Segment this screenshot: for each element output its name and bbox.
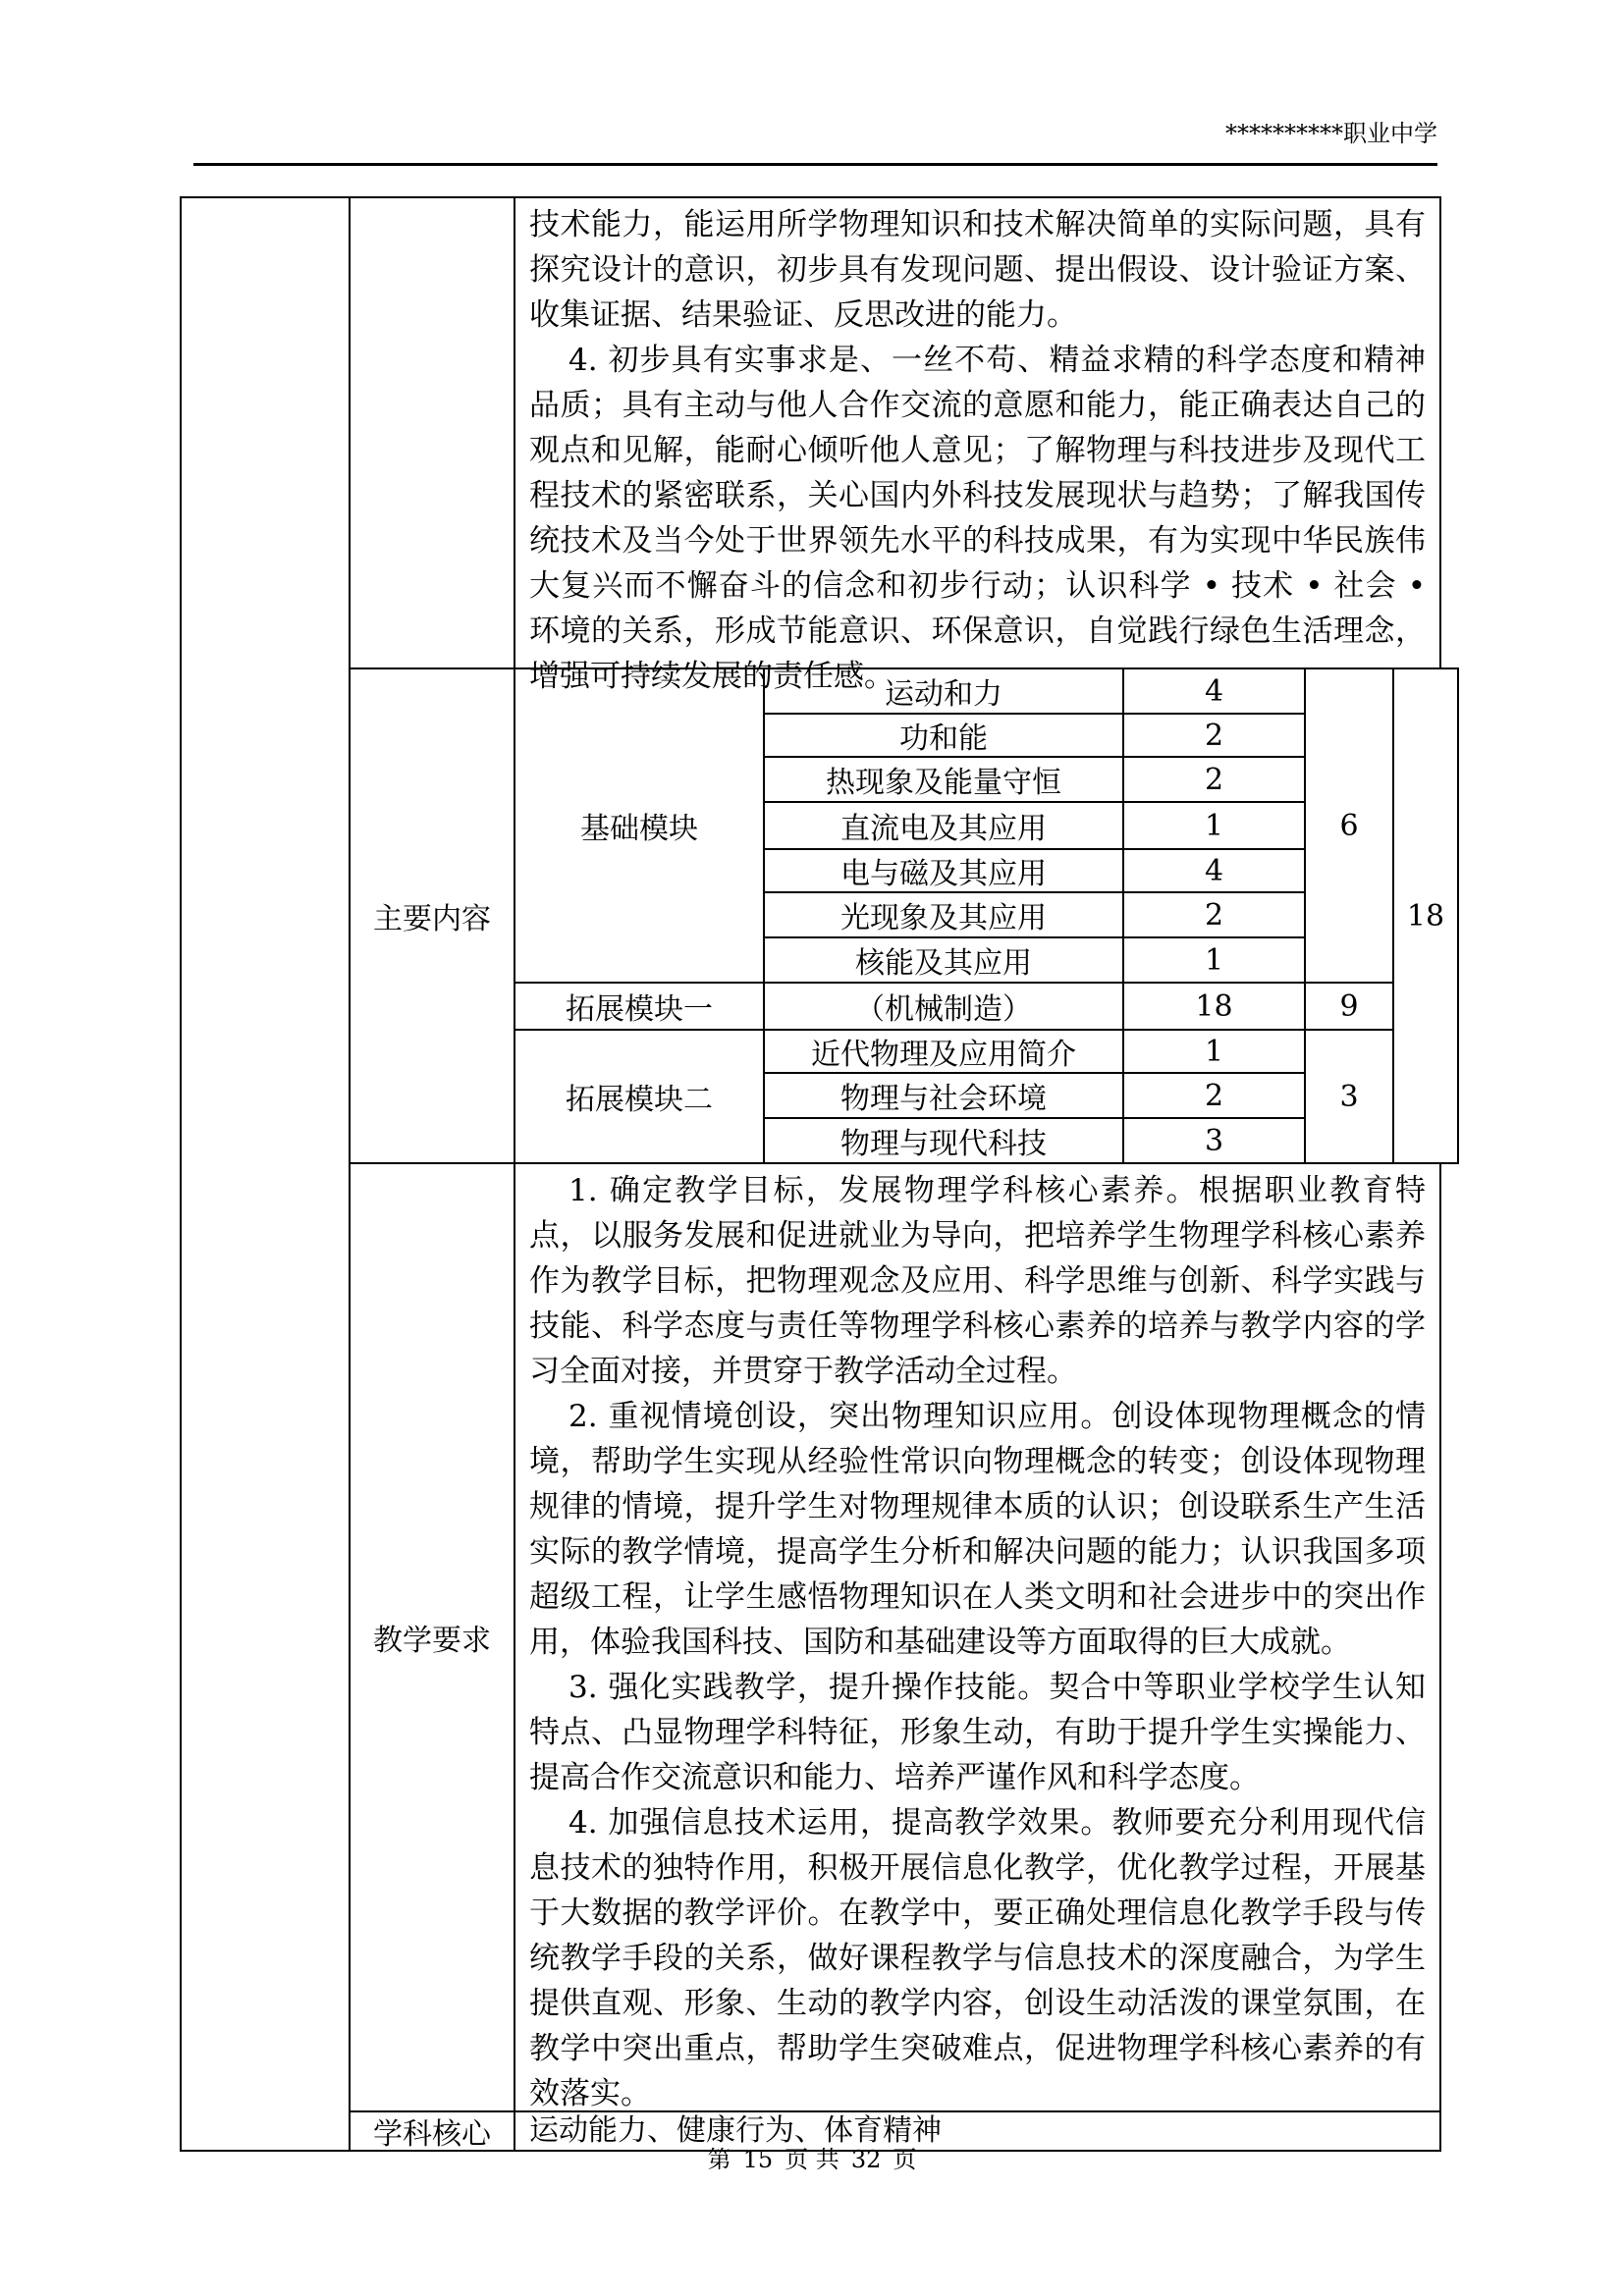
basic-item-hours: 2: [1122, 756, 1306, 803]
footer-total: 32: [850, 2146, 882, 2173]
ext2-item-name: 近代物理及应用简介: [763, 1029, 1124, 1074]
ext1-item-name: （机械制造）: [763, 982, 1124, 1031]
ext1-subtotal: 9: [1304, 982, 1394, 1031]
header-rule: [193, 163, 1437, 166]
core-label: 学科核心: [349, 2110, 515, 2152]
basic-item-hours: 4: [1122, 848, 1306, 893]
teaching-text-cell: [514, 1162, 1441, 2112]
ext2-subtotal: 3: [1304, 1029, 1394, 1164]
teaching-paragraph-1: 1. 确定教学目标，发展物理学科核心素养。根据职业教育特点，以服务发展和促进就业为导向，把培养学生物理学科核心素养作为教学目标，把物理观念及应用、科学思维与创新、科学实践与技能、科学态度与责任等物理学科核心素养的培养与教学内容的学习全面对接，并贯穿于教学活动全过程。: [529, 1173, 1426, 1389]
basic-item-name: 直流电及其应用: [763, 801, 1124, 850]
ext2-item-hours: 3: [1122, 1117, 1306, 1164]
ext1-module-label: 拓展模块一: [514, 982, 765, 1031]
basic-item-hours: 2: [1122, 891, 1306, 938]
outer-col-cell: [180, 196, 351, 2152]
basic-item-name: 电与磁及其应用: [763, 848, 1124, 893]
footer-prefix: 第: [707, 2146, 731, 2173]
label-col-cell-top: [349, 196, 515, 669]
basic-item-name: 运动和力: [763, 667, 1124, 715]
basic-item-name: 核能及其应用: [763, 936, 1124, 984]
teaching-paragraph-4: 4. 加强信息技术运用，提高教学效果。教师要充分利用现代信息技术的独特作用，积极开展信息化教学，优化教学过程，开展基于大数据的教学评价。在教学中，要正确处理信息化教学手段与传统教学手段的关系，做好课程教学与信息技术的深度融合，为学生提供直观、形象、生动的教学内容，创设生动活泼的课堂氛围，在教学中突出重点，帮助学生突破难点，促进物理学科核心素养的有效落实。: [529, 1805, 1426, 2111]
ext2-item-hours: 2: [1122, 1072, 1306, 1119]
basic-item-name: 光现象及其应用: [763, 891, 1124, 938]
ext2-item-name: 物理与现代科技: [763, 1117, 1124, 1164]
ext2-item-hours: 1: [1122, 1029, 1306, 1074]
top-text-cell: [514, 196, 1441, 694]
top-paragraph-2: 4. 初步具有实事求是、一丝不苟、精益求精的科学态度和精神品质；具有主动与他人合作交流的意愿和能力，能正确表达自己的观点和见解，能耐心倾听他人意见；了解物理与科技进步及现代工程技术的紧密联系，关心国内外科技发展现状与趋势；了解我国传统技术及当今处于世界领先水平的科技成果，有为实现中华民族伟大复兴而不懈奋斗的信念和初步行动；认识科学 • 技术 • 社会 • 环境的关系，形成节能意识、环保意识，自觉践行绿色生活理念，增强可持续发展的责任感。: [529, 343, 1426, 694]
ext2-module-label: 拓展模块二: [514, 1029, 765, 1164]
basic-item-hours: 1: [1122, 801, 1306, 850]
ext2-item-name: 物理与社会环境: [763, 1072, 1124, 1119]
page-header-title: **********职业中学: [1225, 120, 1437, 147]
footer-mid: 页 共: [785, 2146, 839, 2173]
footer-page: 15: [742, 2146, 774, 2173]
basic-module-label: 基础模块: [514, 667, 765, 984]
top-paragraph-1: 技术能力，能运用所学物理知识和技术解决简单的实际问题，具有探究设计的意识，初步具有发现问题、提出假设、设计验证方案、收集证据、结果验证、反思改进的能力。: [529, 207, 1426, 333]
teaching-label: 教学要求: [349, 1162, 515, 2112]
footer-suffix: 页: [893, 2146, 917, 2173]
basic-item-name: 功和能: [763, 713, 1124, 758]
basic-item-hours: 4: [1122, 667, 1306, 715]
core-text: 运动能力、健康行为、体育精神: [529, 2113, 942, 2148]
teaching-paragraph-3: 3. 强化实践教学，提升操作技能。契合中等职业学校学生认知特点、凸显物理学科特征，形象生动，有助于提升学生实操能力、提高合作交流意识和能力、培养严谨作风和科学态度。: [529, 1670, 1426, 1795]
grand-total: 18: [1392, 667, 1459, 1164]
ext1-item-hours: 18: [1122, 982, 1306, 1031]
basic-item-hours: 1: [1122, 936, 1306, 984]
content-section-label: 主要内容: [349, 667, 515, 1164]
basic-item-hours: 2: [1122, 713, 1306, 758]
teaching-paragraph-2: 2. 重视情境创设，突出物理知识应用。创设体现物理概念的情境，帮助学生实现从经验性常识向物理概念的转变；创设体现物理规律的情境，提升学生对物理规律本质的认识；创设联系生产生活实际的教学情境，提高学生分析和解决问题的能力；认识我国多项超级工程，让学生感悟物理知识在人类文明和社会进步中的突出作用，体验我国科技、国防和基础建设等方面取得的巨大成就。: [529, 1399, 1426, 1660]
basic-subtotal: 6: [1304, 667, 1394, 984]
basic-item-name: 热现象及能量守恒: [763, 756, 1124, 803]
page-footer: [0, 2140, 1624, 2174]
